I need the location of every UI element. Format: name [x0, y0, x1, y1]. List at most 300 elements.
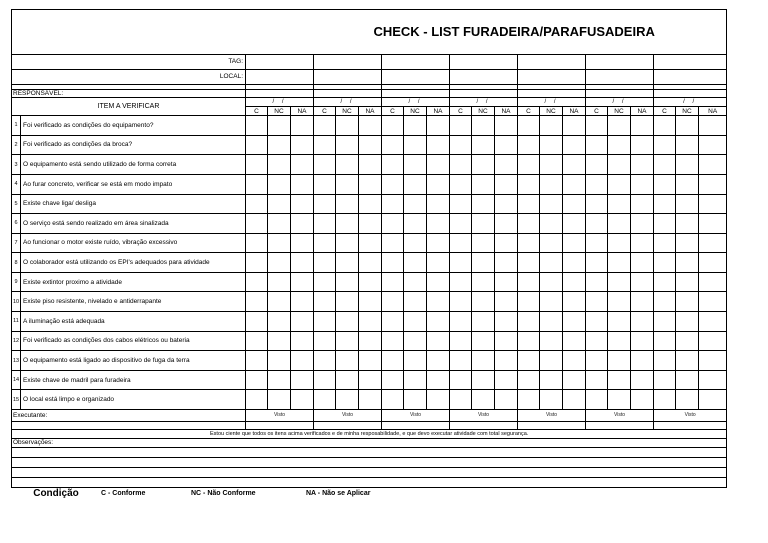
check-cell-c[interactable] — [246, 135, 268, 155]
check-cell-nc[interactable] — [472, 312, 495, 332]
check-cell-nc[interactable] — [608, 116, 631, 136]
check-cell-nc[interactable] — [404, 233, 427, 253]
check-cell-c[interactable] — [382, 351, 404, 371]
responsavel-field[interactable] — [654, 90, 727, 98]
check-cell-na[interactable] — [291, 194, 314, 214]
check-cell-c[interactable] — [450, 116, 472, 136]
check-cell-nc[interactable] — [472, 174, 495, 194]
check-cell-nc[interactable] — [608, 351, 631, 371]
check-cell-nc[interactable] — [268, 253, 291, 273]
check-cell-nc[interactable] — [676, 390, 699, 410]
visto-field[interactable]: Visto — [518, 410, 586, 422]
check-cell-na[interactable] — [359, 194, 382, 214]
check-cell-c[interactable] — [654, 253, 676, 273]
check-cell-nc[interactable] — [608, 174, 631, 194]
check-cell-nc[interactable] — [676, 155, 699, 175]
check-cell-nc[interactable] — [268, 214, 291, 234]
check-cell-na[interactable] — [631, 331, 654, 351]
check-cell-na[interactable] — [699, 194, 727, 214]
check-cell-c[interactable] — [382, 135, 404, 155]
check-cell-nc[interactable] — [404, 312, 427, 332]
check-cell-c[interactable] — [518, 116, 540, 136]
check-cell-na[interactable] — [291, 331, 314, 351]
date-field[interactable]: / / — [382, 98, 450, 107]
signature-field[interactable] — [314, 422, 382, 430]
check-cell-c[interactable] — [654, 174, 676, 194]
local-field[interactable] — [586, 70, 654, 85]
check-cell-nc[interactable] — [268, 194, 291, 214]
check-cell-c[interactable] — [246, 233, 268, 253]
check-cell-na[interactable] — [699, 351, 727, 371]
local-field[interactable] — [314, 70, 382, 85]
check-cell-nc[interactable] — [540, 390, 563, 410]
check-cell-c[interactable] — [654, 312, 676, 332]
check-cell-nc[interactable] — [676, 351, 699, 371]
check-cell-na[interactable] — [427, 292, 450, 312]
check-cell-na[interactable] — [495, 194, 518, 214]
check-cell-c[interactable] — [518, 155, 540, 175]
check-cell-na[interactable] — [699, 390, 727, 410]
check-cell-nc[interactable] — [540, 116, 563, 136]
check-cell-c[interactable] — [382, 174, 404, 194]
check-cell-na[interactable] — [563, 390, 586, 410]
check-cell-nc[interactable] — [608, 194, 631, 214]
check-cell-na[interactable] — [359, 390, 382, 410]
check-cell-c[interactable] — [246, 116, 268, 136]
check-cell-c[interactable] — [518, 233, 540, 253]
check-cell-nc[interactable] — [472, 214, 495, 234]
check-cell-na[interactable] — [427, 233, 450, 253]
check-cell-nc[interactable] — [336, 370, 359, 390]
check-cell-nc[interactable] — [540, 233, 563, 253]
check-cell-nc[interactable] — [472, 390, 495, 410]
check-cell-na[interactable] — [495, 174, 518, 194]
check-cell-na[interactable] — [563, 233, 586, 253]
check-cell-nc[interactable] — [268, 370, 291, 390]
check-cell-c[interactable] — [654, 390, 676, 410]
check-cell-nc[interactable] — [608, 214, 631, 234]
check-cell-c[interactable] — [246, 253, 268, 273]
check-cell-nc[interactable] — [268, 312, 291, 332]
check-cell-nc[interactable] — [336, 233, 359, 253]
check-cell-na[interactable] — [699, 312, 727, 332]
check-cell-nc[interactable] — [676, 233, 699, 253]
check-cell-c[interactable] — [314, 233, 336, 253]
check-cell-na[interactable] — [427, 351, 450, 371]
check-cell-na[interactable] — [563, 174, 586, 194]
check-cell-nc[interactable] — [268, 272, 291, 292]
check-cell-na[interactable] — [427, 155, 450, 175]
check-cell-c[interactable] — [586, 312, 608, 332]
check-cell-c[interactable] — [518, 331, 540, 351]
check-cell-nc[interactable] — [472, 253, 495, 273]
check-cell-na[interactable] — [631, 390, 654, 410]
check-cell-nc[interactable] — [336, 390, 359, 410]
check-cell-nc[interactable] — [404, 272, 427, 292]
check-cell-nc[interactable] — [404, 116, 427, 136]
check-cell-na[interactable] — [359, 351, 382, 371]
check-cell-c[interactable] — [246, 292, 268, 312]
check-cell-nc[interactable] — [472, 370, 495, 390]
check-cell-na[interactable] — [291, 312, 314, 332]
check-cell-c[interactable] — [518, 370, 540, 390]
check-cell-nc[interactable] — [404, 331, 427, 351]
check-cell-c[interactable] — [314, 174, 336, 194]
check-cell-nc[interactable] — [608, 155, 631, 175]
check-cell-nc[interactable] — [608, 233, 631, 253]
check-cell-nc[interactable] — [676, 370, 699, 390]
check-cell-c[interactable] — [586, 116, 608, 136]
check-cell-c[interactable] — [382, 214, 404, 234]
check-cell-c[interactable] — [314, 390, 336, 410]
check-cell-c[interactable] — [654, 272, 676, 292]
check-cell-c[interactable] — [314, 194, 336, 214]
date-field[interactable]: / / — [518, 98, 586, 107]
visto-field[interactable]: Visto — [382, 410, 450, 422]
check-cell-nc[interactable] — [336, 253, 359, 273]
check-cell-c[interactable] — [654, 214, 676, 234]
check-cell-na[interactable] — [495, 331, 518, 351]
check-cell-c[interactable] — [314, 370, 336, 390]
local-field[interactable] — [518, 70, 586, 85]
check-cell-na[interactable] — [359, 312, 382, 332]
tag-field[interactable] — [382, 55, 450, 70]
check-cell-nc[interactable] — [608, 135, 631, 155]
check-cell-c[interactable] — [382, 233, 404, 253]
check-cell-c[interactable] — [314, 135, 336, 155]
check-cell-c[interactable] — [654, 116, 676, 136]
check-cell-c[interactable] — [246, 390, 268, 410]
check-cell-na[interactable] — [699, 174, 727, 194]
check-cell-nc[interactable] — [472, 116, 495, 136]
check-cell-na[interactable] — [563, 214, 586, 234]
check-cell-nc[interactable] — [336, 194, 359, 214]
check-cell-na[interactable] — [359, 331, 382, 351]
check-cell-c[interactable] — [314, 214, 336, 234]
check-cell-c[interactable] — [654, 351, 676, 371]
check-cell-c[interactable] — [382, 116, 404, 136]
check-cell-nc[interactable] — [540, 370, 563, 390]
date-field[interactable]: / / — [246, 98, 314, 107]
visto-field[interactable]: Visto — [654, 410, 727, 422]
check-cell-na[interactable] — [291, 351, 314, 371]
check-cell-c[interactable] — [382, 370, 404, 390]
check-cell-c[interactable] — [450, 135, 472, 155]
check-cell-c[interactable] — [586, 390, 608, 410]
check-cell-nc[interactable] — [676, 312, 699, 332]
check-cell-na[interactable] — [563, 116, 586, 136]
check-cell-c[interactable] — [586, 194, 608, 214]
check-cell-nc[interactable] — [540, 351, 563, 371]
check-cell-nc[interactable] — [336, 214, 359, 234]
check-cell-na[interactable] — [427, 116, 450, 136]
check-cell-na[interactable] — [359, 174, 382, 194]
observacoes-line[interactable] — [12, 448, 727, 458]
check-cell-na[interactable] — [291, 233, 314, 253]
check-cell-na[interactable] — [359, 253, 382, 273]
check-cell-nc[interactable] — [540, 155, 563, 175]
check-cell-c[interactable] — [518, 214, 540, 234]
check-cell-na[interactable] — [427, 331, 450, 351]
check-cell-c[interactable] — [382, 194, 404, 214]
check-cell-c[interactable] — [450, 292, 472, 312]
tag-field[interactable] — [314, 55, 382, 70]
local-field[interactable] — [450, 70, 518, 85]
check-cell-nc[interactable] — [472, 331, 495, 351]
check-cell-c[interactable] — [382, 155, 404, 175]
date-field[interactable]: / / — [654, 98, 727, 107]
check-cell-na[interactable] — [631, 194, 654, 214]
check-cell-na[interactable] — [359, 272, 382, 292]
check-cell-nc[interactable] — [540, 312, 563, 332]
check-cell-na[interactable] — [427, 312, 450, 332]
signature-field[interactable] — [382, 422, 450, 430]
check-cell-nc[interactable] — [268, 116, 291, 136]
check-cell-na[interactable] — [291, 155, 314, 175]
check-cell-na[interactable] — [631, 370, 654, 390]
check-cell-c[interactable] — [382, 272, 404, 292]
check-cell-c[interactable] — [654, 194, 676, 214]
check-cell-c[interactable] — [246, 155, 268, 175]
check-cell-c[interactable] — [246, 194, 268, 214]
check-cell-nc[interactable] — [268, 135, 291, 155]
tag-field[interactable] — [450, 55, 518, 70]
check-cell-nc[interactable] — [472, 194, 495, 214]
check-cell-na[interactable] — [359, 116, 382, 136]
check-cell-na[interactable] — [427, 135, 450, 155]
check-cell-nc[interactable] — [676, 174, 699, 194]
check-cell-nc[interactable] — [336, 116, 359, 136]
check-cell-c[interactable] — [586, 155, 608, 175]
check-cell-na[interactable] — [495, 292, 518, 312]
check-cell-na[interactable] — [495, 351, 518, 371]
check-cell-nc[interactable] — [676, 116, 699, 136]
check-cell-nc[interactable] — [336, 272, 359, 292]
local-field[interactable] — [246, 70, 314, 85]
check-cell-c[interactable] — [518, 174, 540, 194]
check-cell-c[interactable] — [246, 174, 268, 194]
check-cell-nc[interactable] — [268, 351, 291, 371]
check-cell-na[interactable] — [563, 155, 586, 175]
check-cell-na[interactable] — [359, 135, 382, 155]
responsavel-field[interactable] — [246, 90, 314, 98]
observacoes-line[interactable] — [12, 458, 727, 468]
visto-field[interactable]: Visto — [246, 410, 314, 422]
check-cell-nc[interactable] — [540, 194, 563, 214]
check-cell-na[interactable] — [495, 214, 518, 234]
check-cell-nc[interactable] — [472, 351, 495, 371]
check-cell-na[interactable] — [699, 370, 727, 390]
check-cell-nc[interactable] — [404, 390, 427, 410]
check-cell-nc[interactable] — [540, 292, 563, 312]
check-cell-na[interactable] — [291, 253, 314, 273]
check-cell-c[interactable] — [450, 253, 472, 273]
check-cell-na[interactable] — [563, 194, 586, 214]
check-cell-nc[interactable] — [336, 312, 359, 332]
check-cell-nc[interactable] — [676, 194, 699, 214]
check-cell-c[interactable] — [450, 272, 472, 292]
check-cell-c[interactable] — [586, 174, 608, 194]
check-cell-na[interactable] — [427, 370, 450, 390]
check-cell-na[interactable] — [699, 253, 727, 273]
check-cell-nc[interactable] — [404, 135, 427, 155]
check-cell-nc[interactable] — [404, 370, 427, 390]
check-cell-c[interactable] — [450, 194, 472, 214]
observacoes-line[interactable] — [12, 478, 727, 488]
check-cell-na[interactable] — [699, 116, 727, 136]
check-cell-c[interactable] — [450, 312, 472, 332]
check-cell-c[interactable] — [246, 312, 268, 332]
check-cell-nc[interactable] — [404, 253, 427, 273]
check-cell-c[interactable] — [450, 370, 472, 390]
check-cell-nc[interactable] — [608, 272, 631, 292]
check-cell-nc[interactable] — [608, 312, 631, 332]
check-cell-c[interactable] — [586, 272, 608, 292]
responsavel-field[interactable] — [314, 90, 382, 98]
check-cell-na[interactable] — [699, 135, 727, 155]
check-cell-nc[interactable] — [540, 272, 563, 292]
check-cell-c[interactable] — [518, 390, 540, 410]
check-cell-c[interactable] — [518, 194, 540, 214]
check-cell-nc[interactable] — [472, 155, 495, 175]
check-cell-na[interactable] — [699, 214, 727, 234]
check-cell-nc[interactable] — [540, 174, 563, 194]
check-cell-na[interactable] — [699, 155, 727, 175]
check-cell-c[interactable] — [518, 135, 540, 155]
date-field[interactable]: / / — [314, 98, 382, 107]
check-cell-na[interactable] — [563, 292, 586, 312]
check-cell-nc[interactable] — [608, 331, 631, 351]
check-cell-nc[interactable] — [608, 390, 631, 410]
check-cell-c[interactable] — [654, 155, 676, 175]
check-cell-na[interactable] — [631, 116, 654, 136]
check-cell-na[interactable] — [563, 370, 586, 390]
check-cell-na[interactable] — [495, 253, 518, 273]
responsavel-field[interactable] — [450, 90, 518, 98]
check-cell-na[interactable] — [427, 272, 450, 292]
check-cell-nc[interactable] — [472, 292, 495, 312]
check-cell-nc[interactable] — [336, 174, 359, 194]
check-cell-na[interactable] — [291, 135, 314, 155]
check-cell-nc[interactable] — [404, 174, 427, 194]
check-cell-c[interactable] — [654, 331, 676, 351]
check-cell-c[interactable] — [586, 370, 608, 390]
check-cell-c[interactable] — [518, 253, 540, 273]
check-cell-c[interactable] — [586, 292, 608, 312]
check-cell-na[interactable] — [495, 272, 518, 292]
observacoes-line[interactable] — [12, 468, 727, 478]
check-cell-c[interactable] — [586, 135, 608, 155]
check-cell-c[interactable] — [382, 331, 404, 351]
check-cell-c[interactable] — [654, 135, 676, 155]
check-cell-na[interactable] — [631, 155, 654, 175]
check-cell-na[interactable] — [495, 370, 518, 390]
date-field[interactable]: / / — [586, 98, 654, 107]
check-cell-nc[interactable] — [608, 253, 631, 273]
check-cell-na[interactable] — [291, 116, 314, 136]
check-cell-nc[interactable] — [268, 331, 291, 351]
visto-field[interactable]: Visto — [586, 410, 654, 422]
check-cell-nc[interactable] — [268, 174, 291, 194]
check-cell-c[interactable] — [314, 272, 336, 292]
check-cell-c[interactable] — [314, 155, 336, 175]
check-cell-c[interactable] — [450, 214, 472, 234]
check-cell-nc[interactable] — [404, 214, 427, 234]
check-cell-c[interactable] — [518, 272, 540, 292]
check-cell-c[interactable] — [246, 272, 268, 292]
local-field[interactable] — [654, 70, 727, 85]
tag-field[interactable] — [246, 55, 314, 70]
check-cell-c[interactable] — [450, 331, 472, 351]
check-cell-nc[interactable] — [540, 253, 563, 273]
check-cell-na[interactable] — [291, 174, 314, 194]
check-cell-na[interactable] — [427, 253, 450, 273]
check-cell-c[interactable] — [314, 116, 336, 136]
check-cell-na[interactable] — [495, 233, 518, 253]
check-cell-nc[interactable] — [336, 135, 359, 155]
check-cell-nc[interactable] — [540, 135, 563, 155]
check-cell-nc[interactable] — [472, 272, 495, 292]
check-cell-nc[interactable] — [404, 194, 427, 214]
check-cell-na[interactable] — [631, 312, 654, 332]
check-cell-na[interactable] — [427, 390, 450, 410]
check-cell-na[interactable] — [631, 214, 654, 234]
check-cell-na[interactable] — [495, 155, 518, 175]
check-cell-na[interactable] — [359, 214, 382, 234]
check-cell-nc[interactable] — [472, 233, 495, 253]
responsavel-field[interactable] — [586, 90, 654, 98]
signature-field[interactable] — [450, 422, 518, 430]
check-cell-na[interactable] — [631, 174, 654, 194]
check-cell-na[interactable] — [699, 331, 727, 351]
check-cell-c[interactable] — [518, 292, 540, 312]
check-cell-nc[interactable] — [336, 331, 359, 351]
check-cell-nc[interactable] — [676, 292, 699, 312]
check-cell-na[interactable] — [495, 135, 518, 155]
check-cell-c[interactable] — [654, 292, 676, 312]
local-field[interactable] — [382, 70, 450, 85]
check-cell-c[interactable] — [518, 351, 540, 371]
check-cell-na[interactable] — [563, 135, 586, 155]
check-cell-c[interactable] — [450, 174, 472, 194]
check-cell-na[interactable] — [563, 331, 586, 351]
check-cell-na[interactable] — [291, 370, 314, 390]
check-cell-na[interactable] — [699, 233, 727, 253]
visto-field[interactable]: Visto — [450, 410, 518, 422]
check-cell-na[interactable] — [359, 292, 382, 312]
check-cell-na[interactable] — [291, 390, 314, 410]
check-cell-c[interactable] — [450, 390, 472, 410]
check-cell-c[interactable] — [586, 233, 608, 253]
visto-field[interactable]: Visto — [314, 410, 382, 422]
check-cell-na[interactable] — [563, 351, 586, 371]
check-cell-c[interactable] — [246, 331, 268, 351]
check-cell-c[interactable] — [314, 292, 336, 312]
responsavel-field[interactable] — [382, 90, 450, 98]
check-cell-nc[interactable] — [268, 155, 291, 175]
check-cell-na[interactable] — [427, 174, 450, 194]
check-cell-c[interactable] — [314, 312, 336, 332]
check-cell-na[interactable] — [563, 272, 586, 292]
signature-field[interactable] — [518, 422, 586, 430]
check-cell-c[interactable] — [246, 214, 268, 234]
check-cell-nc[interactable] — [676, 272, 699, 292]
check-cell-nc[interactable] — [676, 135, 699, 155]
check-cell-c[interactable] — [382, 292, 404, 312]
check-cell-na[interactable] — [631, 292, 654, 312]
check-cell-na[interactable] — [359, 233, 382, 253]
check-cell-c[interactable] — [314, 253, 336, 273]
